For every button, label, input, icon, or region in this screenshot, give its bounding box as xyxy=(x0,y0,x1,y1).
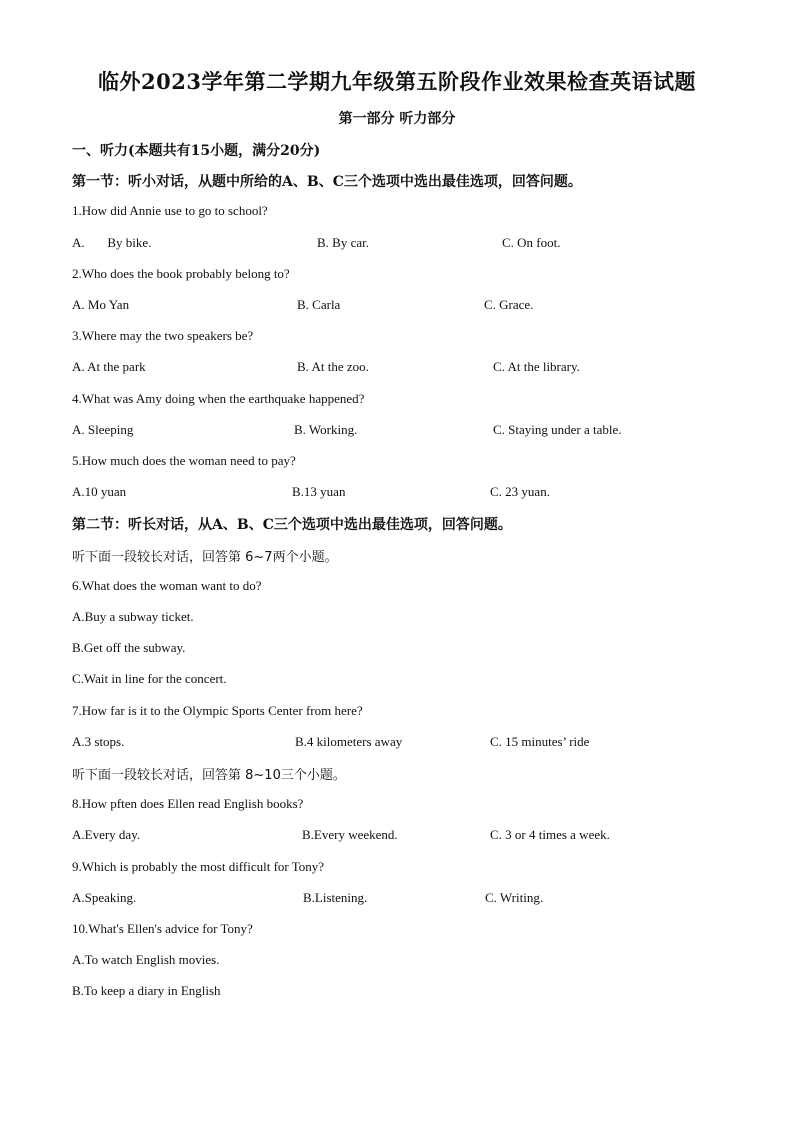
q6-option-a: A.Buy a subway ticket. xyxy=(72,609,194,624)
q5-option-c: C. 23 yuan. xyxy=(490,484,550,499)
q1-option-c: C. On foot. xyxy=(502,235,561,250)
q3-option-a: A. At the park xyxy=(72,359,146,374)
question-7: 7.How far is it to the Olympic Sports Center from here? xyxy=(72,703,363,718)
q10-option-b: B.To keep a diary in English xyxy=(72,983,221,998)
part1-heading: 第一节：听小对话，从题中所给的A、B、C三个选项中选出最佳选项，回答问题。 xyxy=(72,174,582,190)
q8-option-b: B.Every weekend. xyxy=(302,827,398,842)
page-title: 临外2023学年第二学期九年级第五阶段作业效果检查英语试题 xyxy=(98,69,696,94)
q8-option-c: C. 3 or 4 times a week. xyxy=(490,827,610,842)
part2-heading: 第二节：听长对话，从A、B、C三个选项中选出最佳选项，回答问题。 xyxy=(72,517,512,533)
q5-option-a: A.10 yuan xyxy=(72,484,127,499)
q4-option-c: C. Staying under a table. xyxy=(493,422,622,437)
q7-option-b: B.4 kilometers away xyxy=(295,734,403,749)
question-3: 3.Where may the two speakers be? xyxy=(72,328,254,343)
q3-option-b: B. At the zoo. xyxy=(297,359,369,374)
note-questions-8-10: 听下面一段较长对话，回答第 8~10三个小题。 xyxy=(72,768,346,783)
q10-option-a: A.To watch English movies. xyxy=(72,952,220,967)
section-heading: 一、听力(本题共有15小题，满分20分) xyxy=(72,143,321,159)
q5-option-b: B.13 yuan xyxy=(292,484,346,499)
q2-option-a: A. Mo Yan xyxy=(72,297,130,312)
question-4: 4.What was Amy doing when the earthquake happened? xyxy=(72,391,365,406)
question-8: 8.How pften does Ellen read English books? xyxy=(72,796,304,811)
question-10: 10.What's Ellen's advice for Tony? xyxy=(72,921,253,936)
question-6: 6.What does the woman want to do? xyxy=(72,578,262,593)
part-subtitle: 第一部分 听力部分 xyxy=(338,111,456,127)
q7-option-c: C. 15 minutes’ ride xyxy=(490,734,590,749)
q9-option-a: A.Speaking. xyxy=(72,890,137,905)
q3-option-c: C. At the library. xyxy=(493,359,580,374)
q7-option-a: A.3 stops. xyxy=(72,734,125,749)
q2-option-b: B. Carla xyxy=(297,297,341,312)
q9-option-c: C. Writing. xyxy=(485,890,544,905)
q6-option-b: B.Get off the subway. xyxy=(72,640,186,655)
question-5: 5.How much does the woman need to pay? xyxy=(72,453,296,468)
note-questions-6-7: 听下面一段较长对话，回答第 6~7两个小题。 xyxy=(72,550,338,565)
q9-option-b: B.Listening. xyxy=(303,890,368,905)
q1-option-a: A. By bike. xyxy=(72,235,152,250)
question-2: 2.Who does the book probably belong to? xyxy=(72,266,290,281)
q2-option-c: C. Grace. xyxy=(484,297,534,312)
q6-option-c: C.Wait in line for the concert. xyxy=(72,671,227,686)
q4-option-a: A. Sleeping xyxy=(72,422,134,437)
q4-option-b: B. Working. xyxy=(294,422,358,437)
question-9: 9.Which is probably the most difficult for Tony? xyxy=(72,859,325,874)
q1-option-b: B. By car. xyxy=(317,235,369,250)
q8-option-a: A.Every day. xyxy=(72,827,141,842)
question-1: 1.How did Annie use to go to school? xyxy=(72,203,268,218)
